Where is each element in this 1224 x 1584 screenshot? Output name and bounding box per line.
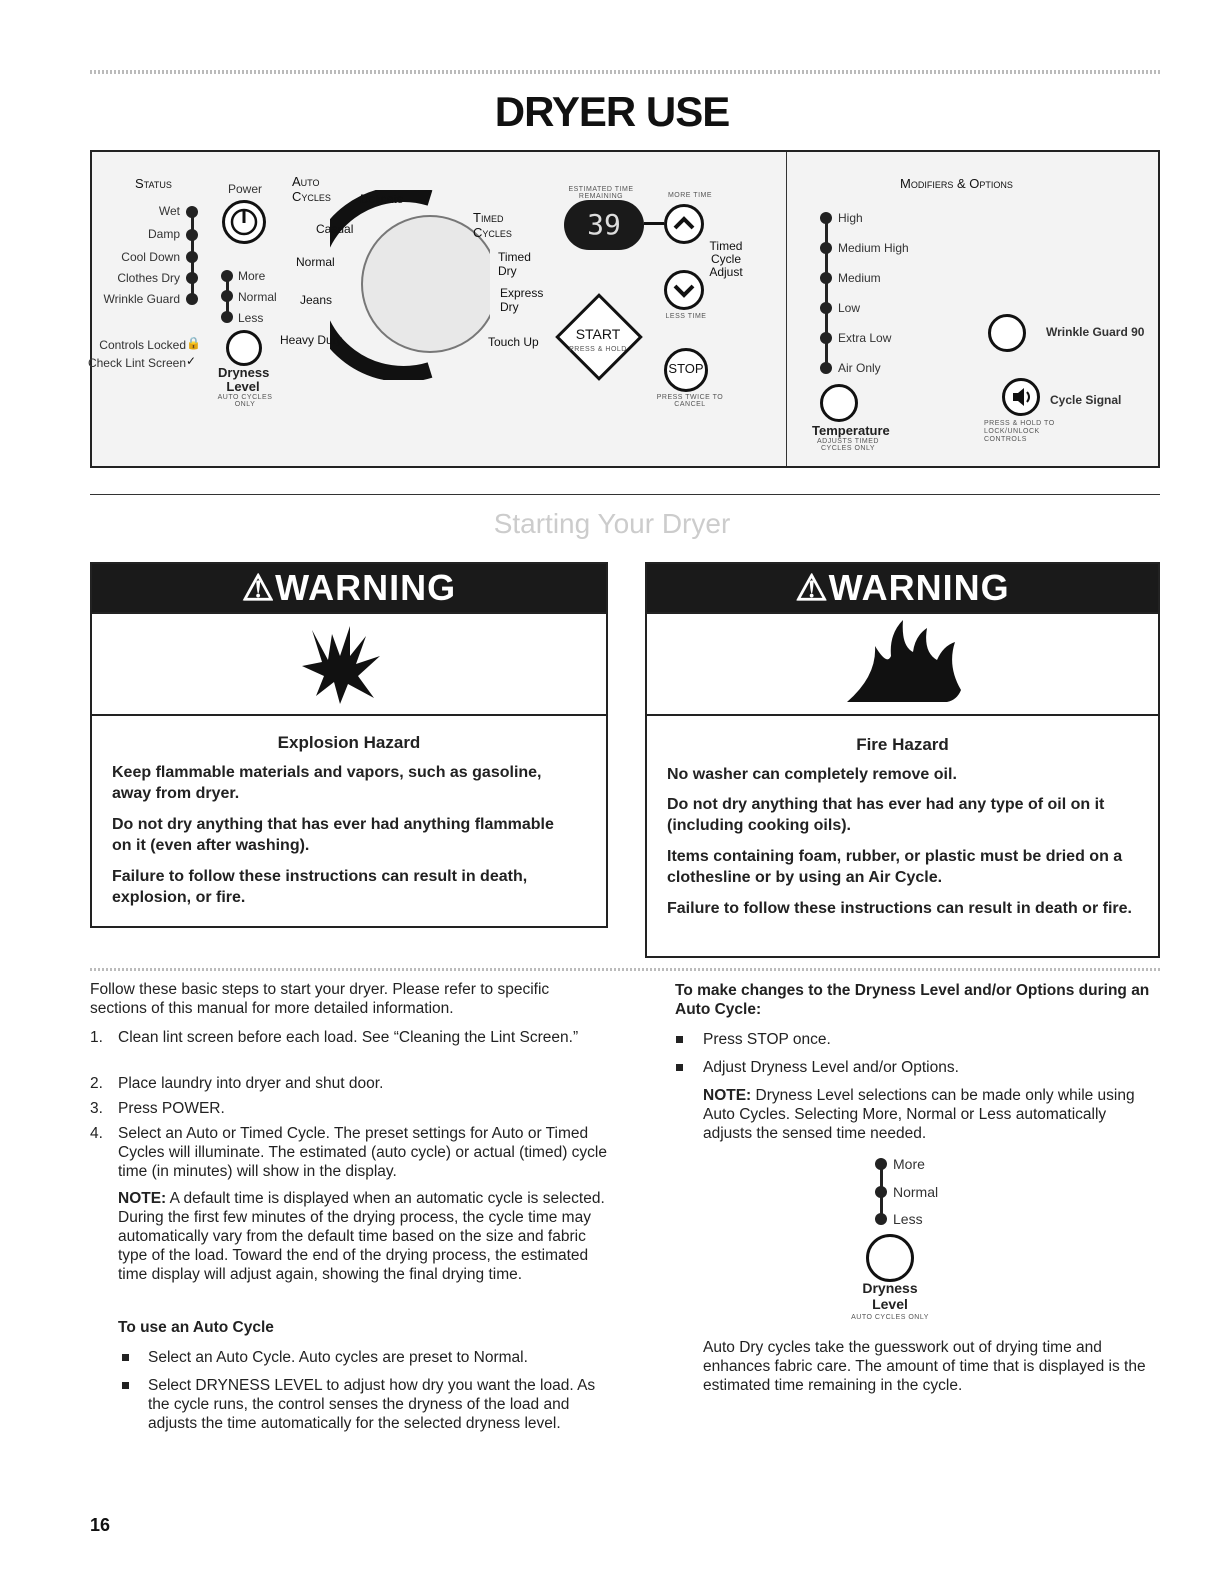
auto-cycles-label: Auto Cycles [292, 174, 331, 204]
cycle-normal: Normal [296, 255, 335, 269]
speaker-icon [1005, 381, 1037, 413]
cycle-express-dry: Express Dry [500, 286, 544, 314]
note-paragraph: NOTE: A default time is displayed when an automatic cycle is selected. During the first few minutes of the drying process, the cycle time may automatically vary from the default time based on the size and fabric type of the load. Toward the end of the drying process, the estimated time display will adjust again, showing the final drying time. [118, 1190, 605, 1283]
stop-sub: PRESS TWICE TO CANCEL [656, 394, 724, 408]
temperature-button[interactable] [820, 384, 858, 422]
warning-line: Items containing foam, rubber, or plastic must be dried on a clothesline or by using an Air Cycle. [667, 848, 1123, 886]
temp-medium-high: Medium High [838, 241, 909, 255]
display-connector [644, 222, 664, 225]
section-rule [90, 494, 1160, 495]
dryness-led-icon [221, 290, 233, 302]
status-label: Status [135, 176, 172, 191]
step-text: Press POWER. [118, 1100, 225, 1117]
step-text: Select an Auto or Timed Cycle. The preset settings for Auto or Timed Cycles will illuminate. The estimated (auto cycle) or actual (timed) cycle time (in minutes) will show in the display. [118, 1125, 607, 1180]
temp-medium: Medium [838, 271, 881, 285]
bullet-text: Select DRYNESS LEVEL to adjust how dry you want the load. As the cycle runs, the control senses the dryness of the load and adjusts the time automatically for the selected dryness level. [148, 1377, 596, 1432]
fire-icon [847, 616, 963, 704]
cycle-delicate: Delicate [360, 192, 404, 206]
status-led-icon [186, 251, 198, 263]
more-time-label: MORE TIME [667, 192, 713, 199]
temp-low: Low [838, 301, 861, 315]
temp-extra-low: Extra Low [838, 331, 892, 345]
page-number: 16 [90, 1515, 111, 1535]
cycle-signal-label: Cycle Signal [1050, 393, 1122, 407]
warning-header: ⚠WARNING [647, 564, 1158, 612]
closing-text: Auto Dry cycles take the guesswork out of drying time and enhances fabric care. The amount of time that is displayed is the estimated time remaining in the cycle. [703, 1339, 1146, 1394]
bullet-icon [676, 1036, 683, 1043]
start-label: START [575, 326, 621, 342]
temp-high: High [838, 211, 863, 225]
auto-cycle-heading: To use an Auto Cycle [118, 1319, 274, 1336]
dryness-more: More [893, 1156, 925, 1172]
explosion-icon [302, 626, 382, 704]
dryness-level-button[interactable] [226, 330, 262, 366]
temperature-sub: ADJUSTS TIMED CYCLES ONLY [817, 438, 879, 452]
warning-line: No washer can completely remove oil. [667, 766, 957, 783]
temp-led-icon [820, 302, 832, 314]
status-wet: Wet [158, 204, 180, 218]
dryness-level-button[interactable] [866, 1234, 914, 1282]
changes-heading: To make changes to the Dryness Level and/or Options during an Auto Cycle: [675, 982, 1150, 1018]
dryness-sub: AUTO CYCLES ONLY [851, 1314, 929, 1321]
dryness-normal: Normal [238, 290, 277, 304]
dryness-led-icon [875, 1158, 887, 1170]
lock-icon: 🔒 [186, 336, 201, 350]
step-number: 1. [90, 1029, 103, 1046]
warning-line: Keep flammable materials and vapors, such as gasoline, away from dryer. [112, 764, 542, 802]
chevron-up-icon [667, 207, 701, 241]
stop-label: STOP [668, 361, 704, 376]
dryness-label: Dryness Level [862, 1280, 918, 1312]
warning-explosion [90, 562, 608, 928]
step-number: 3. [90, 1100, 103, 1117]
panel-divider [786, 152, 787, 466]
modifiers-label: Modifiers & Options [900, 176, 1013, 191]
dryness-sub: AUTO CYCLES ONLY [217, 394, 273, 408]
bullet-icon [122, 1382, 129, 1389]
status-led-icon [186, 206, 198, 218]
warning-line: Do not dry anything that has ever had any type of oil on it (including cooking oils). [667, 796, 1105, 834]
more-time-button[interactable] [664, 204, 704, 244]
intro-text: Follow these basic steps to start your dryer. Please refer to specific sections of this manual for more detailed information. [90, 981, 550, 1017]
temp-led-icon [820, 272, 832, 284]
status-wrinkle-guard: Wrinkle Guard [103, 292, 180, 306]
bullet-icon [676, 1064, 683, 1071]
status-cool-down: Cool Down [121, 250, 180, 264]
warning-triangle-icon: ⚠ [241, 567, 276, 608]
top-rule [90, 70, 1160, 74]
lint-icon: ✓ [186, 354, 197, 368]
page-title: DRYER USE [494, 88, 730, 135]
bullet-text: Press STOP once. [703, 1031, 831, 1048]
step-number: 2. [90, 1075, 103, 1092]
controls-locked: Controls Locked [99, 338, 186, 352]
temp-led-icon [820, 212, 832, 224]
chevron-down-icon [667, 273, 701, 307]
start-sub: PRESS & HOLD [569, 346, 627, 353]
dryness-led-icon [875, 1213, 887, 1225]
cycle-casual: Casual [316, 222, 354, 236]
dotted-rule [90, 968, 1160, 971]
temperature-label: Temperature [812, 423, 890, 438]
explosion-hazard-title: Explosion Hazard [277, 733, 421, 752]
check-lint-screen: Check Lint Screen [87, 356, 186, 370]
dryness-led-icon [221, 270, 233, 282]
cycle-signal-button[interactable] [1002, 378, 1040, 416]
status-damp: Damp [147, 227, 180, 241]
lock-sub: PRESS & HOLD TO LOCK/UNLOCK CONTROLS [984, 420, 1055, 443]
step-text: Place laundry into dryer and shut door. [118, 1075, 384, 1092]
power-button[interactable] [222, 200, 266, 244]
temp-led-icon [820, 362, 832, 374]
less-time-button[interactable] [664, 270, 704, 310]
warning-line: Failure to follow these instructions can result in death, explosion, or fire. [112, 868, 528, 906]
bullet-text: Adjust Dryness Level and/or Options. [703, 1059, 959, 1076]
section-title: Starting Your Dryer [493, 508, 731, 539]
warning-fire [645, 562, 1160, 958]
time-display: 39 [564, 200, 644, 250]
step-number: 4. [90, 1125, 103, 1142]
cycle-jeans: Jeans [300, 293, 333, 307]
timed-cycles-label: Timed Cycles [473, 210, 512, 240]
step-text: Clean lint screen before each load. See “Cleaning the Lint Screen.” [118, 1029, 579, 1046]
power-icon [225, 203, 263, 241]
cycle-dial[interactable] [330, 190, 490, 380]
note-paragraph: NOTE: Dryness Level selections can be made only while using Auto Cycles. Selecting More, Normal or Less automatically adjusts the sensed time needed. [703, 1087, 1135, 1142]
timed-cycle-adjust: Timed Cycle Adjust [709, 239, 743, 279]
bullet-icon [122, 1354, 129, 1361]
wrinkle-guard-button[interactable] [988, 314, 1026, 352]
dryness-normal: Normal [893, 1184, 939, 1200]
status-clothes-dry: Clothes Dry [117, 271, 180, 285]
cycle-touch-up: Touch Up [488, 335, 539, 349]
warning-line: Failure to follow these instructions can result in death or fire. [667, 900, 1132, 917]
bullet-text: Select an Auto Cycle. Auto cycles are preset to Normal. [148, 1349, 528, 1366]
power-label: Power [228, 182, 263, 196]
temp-led-icon [820, 242, 832, 254]
dryness-less: Less [893, 1211, 923, 1227]
less-time-label: LESS TIME [665, 313, 707, 320]
wrinkle-guard-label: Wrinkle Guard 90 [1046, 325, 1145, 339]
dryness-led-icon [875, 1186, 887, 1198]
dryness-led-icon [221, 311, 233, 323]
dryness-more: More [238, 269, 266, 283]
cycle-heavy-duty: Heavy Duty [280, 333, 343, 347]
warning-line: Do not dry anything that has ever had anything flammable on it (even after washing). [112, 816, 554, 854]
warning-header: ⚠WARNING [92, 564, 606, 612]
status-led-icon [186, 293, 198, 305]
dryness-less: Less [238, 311, 264, 325]
status-led-icon [186, 272, 198, 284]
est-time-label: ESTIMATED TIME REMAINING [568, 186, 634, 200]
temp-air-only: Air Only [838, 361, 881, 375]
warning-triangle-icon: ⚠ [795, 567, 829, 608]
cycle-timed-dry: Timed Dry [498, 250, 531, 278]
dryness-label: Dryness Level [218, 365, 270, 394]
status-led-icon [186, 229, 198, 241]
fire-hazard-title: Fire Hazard [856, 735, 949, 754]
temp-led-icon [820, 332, 832, 344]
